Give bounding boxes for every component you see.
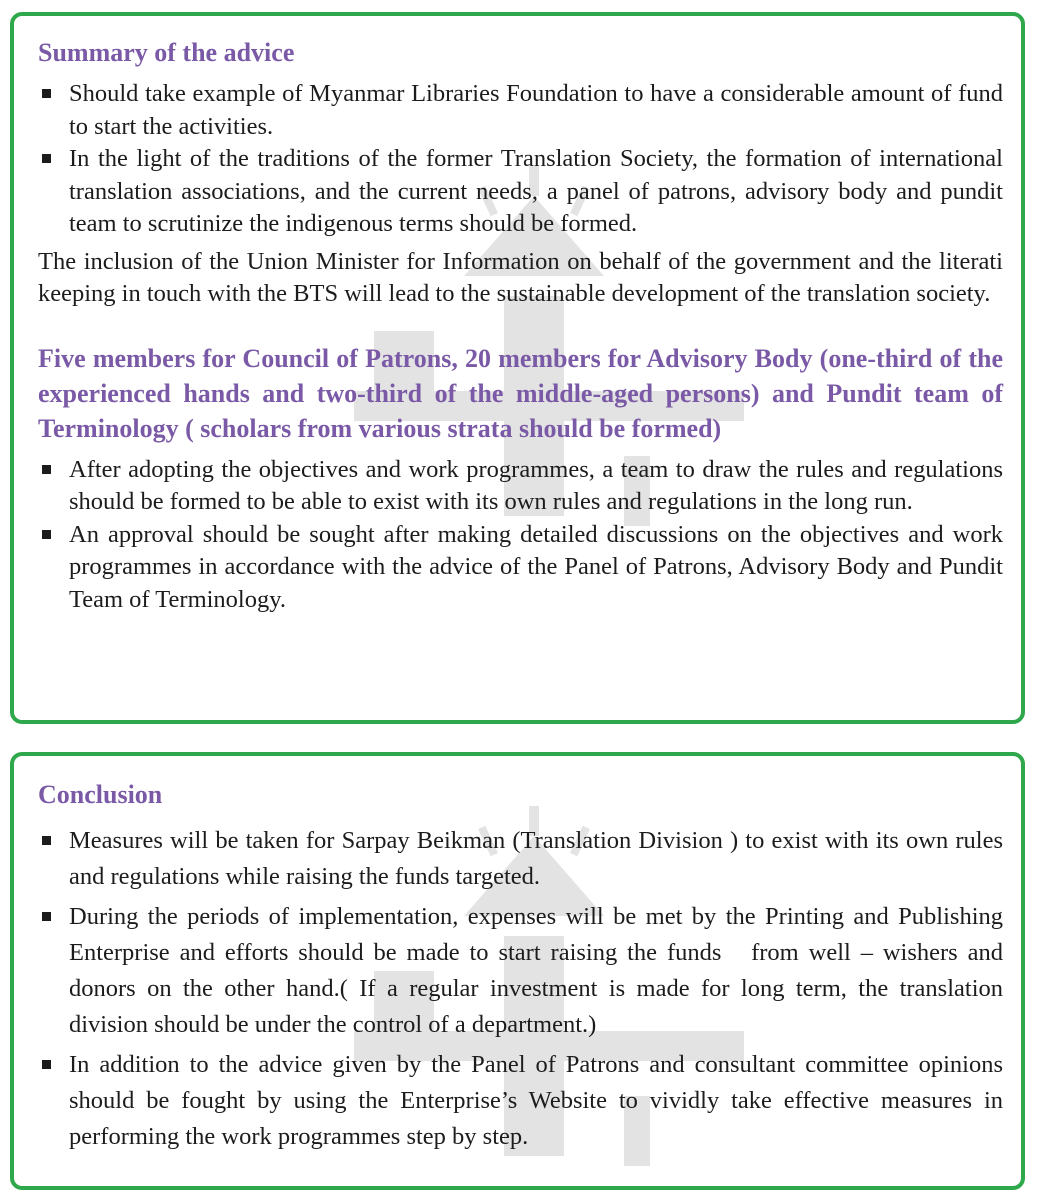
bullet-text: In addition to the advice given by the Panel of Patrons and consultant committee opinions should be fought by using the Enterprise’s Website to vividly take effective measures in performing the work programmes step by step. — [69, 1051, 1003, 1150]
bullet-text: In the light of the traditions of the former Translation Society, the formation of international translation associations, and the current needs, a panel of patrons, advisory body and pundit team to scrutinize the indigenous terms should be formed. — [69, 145, 1003, 237]
bullet-text: After adopting the objectives and work programmes, a team to draw the rules and regulations should be formed to be able to exist with its own rules and regulations in the long run. — [69, 455, 1003, 515]
list-item — [38, 1047, 1003, 1155]
square-bullet-icon — [42, 154, 51, 163]
square-bullet-icon — [42, 1060, 51, 1069]
square-bullet-icon — [42, 465, 51, 474]
list-item — [38, 823, 1003, 895]
summary-content — [38, 16, 1003, 616]
list-item — [38, 899, 1010, 1043]
summary-heading: Summary of the advice — [38, 38, 295, 67]
summary-bullet-list-2 — [38, 454, 1003, 617]
summary-bullet-list — [38, 78, 1003, 241]
list-item — [38, 454, 1003, 519]
bullet-text: During the periods of implementation, expenses will be met by the Printing and Publishing Enterprise and efforts should be made to start raising the funds from well – wishers and donors on the other hand.( If a regular investment is made for long term, the translation division should be under the control of a department.) — [69, 903, 1010, 1038]
summary-box — [10, 12, 1025, 724]
list-item — [38, 519, 1003, 617]
bullet-text: Should take example of Myanmar Libraries Foundation to have a considerable amount of fund to start the activities. — [69, 80, 1003, 140]
conclusion-box — [10, 752, 1025, 1190]
summary-paragraph: The inclusion of the Union Minister for Information on behalf of the government and the literati keeping in touch with the BTS will lead to the sustainable development of the translation society. — [38, 247, 1003, 307]
square-bullet-icon — [42, 89, 51, 98]
square-bullet-icon — [42, 836, 51, 845]
bullet-text: Measures will be taken for Sarpay Beikman (Translation Division ) to exist with its own rules and regulations while raising the funds targeted. — [69, 827, 1003, 890]
list-item — [38, 143, 1003, 241]
conclusion-bullet-list — [38, 823, 1010, 1155]
conclusion-heading: Conclusion — [38, 780, 163, 809]
bullet-text: An approval should be sought after making detailed discussions on the objectives and work programmes in accordance with the advice of the Panel of Patrons, Advisory Body and Pundit Team of Terminology. — [69, 520, 1003, 613]
summary-subheading: Five members for Council of Patrons, 20 members for Advisory Body (one-third of the experienced hands and two-third of the middle-aged persons) and Pundit team of Terminology ( scholars from various strata should be formed) — [38, 343, 1003, 443]
conclusion-content — [38, 756, 1010, 1159]
list-item — [38, 78, 1003, 143]
square-bullet-icon — [42, 530, 51, 539]
square-bullet-icon — [42, 912, 51, 921]
